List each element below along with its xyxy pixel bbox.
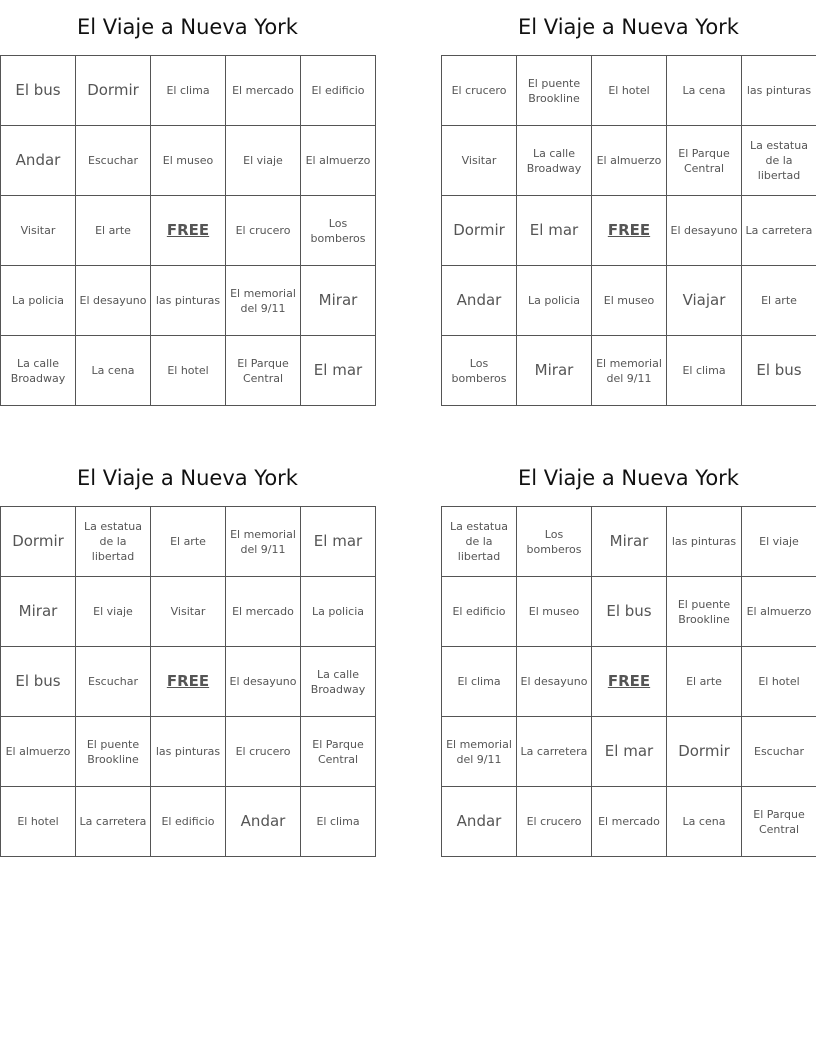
bingo-cell: La carretera xyxy=(76,787,151,857)
bingo-cell: Andar xyxy=(226,787,301,857)
bingo-card-2 xyxy=(441,0,816,406)
bingo-cell: El mercado xyxy=(226,577,301,647)
bingo-cell: Los bomberos xyxy=(301,196,376,266)
bingo-cell: las pinturas xyxy=(742,56,816,126)
bingo-cell: La cena xyxy=(667,787,742,857)
bingo-cell: La estatua de la libertad xyxy=(742,126,816,196)
bingo-cell: las pinturas xyxy=(151,717,226,787)
bingo-cell: El clima xyxy=(442,647,517,717)
bingo-cell: La carretera xyxy=(517,717,592,787)
bingo-cell: El bus xyxy=(742,336,816,406)
bingo-cell: El mar xyxy=(517,196,592,266)
bingo-cell: El memorial del 9/11 xyxy=(226,266,301,336)
bingo-cell: El puente Brookline xyxy=(517,56,592,126)
bingo-cell: La cena xyxy=(76,336,151,406)
grid-row xyxy=(1,266,376,336)
bingo-cell: Los bomberos xyxy=(517,507,592,577)
free-space-cell: FREE xyxy=(151,196,226,266)
grid-row xyxy=(1,717,376,787)
bingo-cell: El memorial del 9/11 xyxy=(226,507,301,577)
bingo-cell: El hotel xyxy=(1,787,76,857)
bingo-cell: El edificio xyxy=(442,577,517,647)
bingo-cell: las pinturas xyxy=(151,266,226,336)
bingo-cell: Dormir xyxy=(442,196,517,266)
bingo-cell: El clima xyxy=(667,336,742,406)
bingo-cell: El arte xyxy=(742,266,816,336)
bingo-cell: Escuchar xyxy=(76,126,151,196)
bingo-cell: El bus xyxy=(592,577,667,647)
bingo-cell: El crucero xyxy=(442,56,517,126)
bingo-cell: Escuchar xyxy=(742,717,816,787)
grid-row xyxy=(1,577,376,647)
grid-row xyxy=(442,126,816,196)
bingo-cell: El arte xyxy=(667,647,742,717)
bingo-cell: El viaje xyxy=(742,507,816,577)
free-space-cell: FREE xyxy=(151,647,226,717)
bingo-cell: La estatua de la libertad xyxy=(76,507,151,577)
bingo-cell: El Parque Central xyxy=(226,336,301,406)
bingo-cell: El almuerzo xyxy=(301,126,376,196)
bingo-cell: El museo xyxy=(151,126,226,196)
bingo-cell: El desayuno xyxy=(76,266,151,336)
grid-row xyxy=(442,787,816,857)
card-title: El Viaje a Nueva York xyxy=(518,15,739,39)
bingo-cell: El mercado xyxy=(226,56,301,126)
bingo-cell: Escuchar xyxy=(76,647,151,717)
bingo-cell: El arte xyxy=(151,507,226,577)
bingo-cell: El clima xyxy=(301,787,376,857)
bingo-cell: Dormir xyxy=(667,717,742,787)
bingo-cell: El almuerzo xyxy=(742,577,816,647)
bingo-cell: Visitar xyxy=(151,577,226,647)
bingo-cell: Andar xyxy=(442,787,517,857)
bingo-cell: El memorial del 9/11 xyxy=(592,336,667,406)
bingo-cell: El crucero xyxy=(517,787,592,857)
bingo-cell: Dormir xyxy=(76,56,151,126)
grid-row xyxy=(1,56,376,126)
bingo-cell: El puente Brookline xyxy=(76,717,151,787)
grid-row xyxy=(442,647,816,717)
bingo-cell: Andar xyxy=(1,126,76,196)
bingo-cell: La policia xyxy=(517,266,592,336)
bingo-cell: El almuerzo xyxy=(1,717,76,787)
bingo-cell: El Parque Central xyxy=(301,717,376,787)
bingo-cell: El edificio xyxy=(151,787,226,857)
bingo-cell: La policia xyxy=(1,266,76,336)
bingo-cell: La estatua de la libertad xyxy=(442,507,517,577)
bingo-cell: El viaje xyxy=(226,126,301,196)
bingo-cell: Dormir xyxy=(1,507,76,577)
card-title: El Viaje a Nueva York xyxy=(518,466,739,490)
bingo-cell: Mirar xyxy=(301,266,376,336)
bingo-cell: El hotel xyxy=(592,56,667,126)
bingo-cell: El almuerzo xyxy=(592,126,667,196)
bingo-cell: El bus xyxy=(1,647,76,717)
bingo-cell: La calle Broadway xyxy=(1,336,76,406)
bingo-cell: La calle Broadway xyxy=(517,126,592,196)
bingo-cell: El crucero xyxy=(226,717,301,787)
bingo-cell: Mirar xyxy=(1,577,76,647)
bingo-grid xyxy=(441,55,816,406)
bingo-cell: El mar xyxy=(301,507,376,577)
grid-row xyxy=(1,647,376,717)
bingo-cell: El desayuno xyxy=(667,196,742,266)
bingo-cell: El hotel xyxy=(151,336,226,406)
bingo-cell: El mar xyxy=(592,717,667,787)
bingo-cell: El edificio xyxy=(301,56,376,126)
grid-row xyxy=(442,196,816,266)
bingo-cell: La policia xyxy=(301,577,376,647)
bingo-cell: La cena xyxy=(667,56,742,126)
free-space-cell: FREE xyxy=(592,647,667,717)
card-title: El Viaje a Nueva York xyxy=(77,466,298,490)
bingo-cell: El museo xyxy=(517,577,592,647)
grid-row xyxy=(1,787,376,857)
bingo-cell: Visitar xyxy=(442,126,517,196)
bingo-grid xyxy=(441,506,816,857)
bingo-cell: El crucero xyxy=(226,196,301,266)
grid-row xyxy=(442,577,816,647)
bingo-cell: El mar xyxy=(301,336,376,406)
bingo-cell: Andar xyxy=(442,266,517,336)
bingo-card-1 xyxy=(0,0,375,406)
bingo-card-3 xyxy=(0,451,375,857)
bingo-cell: las pinturas xyxy=(667,507,742,577)
bingo-cell: Los bomberos xyxy=(442,336,517,406)
bingo-cell: El mercado xyxy=(592,787,667,857)
bingo-cell: El memorial del 9/11 xyxy=(442,717,517,787)
bingo-grid xyxy=(0,55,376,406)
bingo-cell: Visitar xyxy=(1,196,76,266)
bingo-cell: La calle Broadway xyxy=(301,647,376,717)
bingo-cell: El Parque Central xyxy=(667,126,742,196)
bingo-cell: El museo xyxy=(592,266,667,336)
bingo-cell: Viajar xyxy=(667,266,742,336)
grid-row xyxy=(1,336,376,406)
bingo-cell: El bus xyxy=(1,56,76,126)
grid-row xyxy=(442,266,816,336)
bingo-cell: El viaje xyxy=(76,577,151,647)
bingo-cell: El hotel xyxy=(742,647,816,717)
bingo-cell: La carretera xyxy=(742,196,816,266)
bingo-cell: Mirar xyxy=(517,336,592,406)
grid-row xyxy=(1,126,376,196)
bingo-cell: El desayuno xyxy=(226,647,301,717)
grid-row xyxy=(1,507,376,577)
grid-row xyxy=(442,507,816,577)
bingo-card-4 xyxy=(441,451,816,857)
bingo-grid xyxy=(0,506,376,857)
grid-row xyxy=(442,336,816,406)
grid-row xyxy=(1,196,376,266)
bingo-cell: El Parque Central xyxy=(742,787,816,857)
grid-row xyxy=(442,56,816,126)
bingo-cell: El arte xyxy=(76,196,151,266)
bingo-cell: Mirar xyxy=(592,507,667,577)
bingo-cell: El puente Brookline xyxy=(667,577,742,647)
bingo-cell: El clima xyxy=(151,56,226,126)
grid-row xyxy=(442,717,816,787)
card-title: El Viaje a Nueva York xyxy=(77,15,298,39)
free-space-cell: FREE xyxy=(592,196,667,266)
bingo-cell: El desayuno xyxy=(517,647,592,717)
